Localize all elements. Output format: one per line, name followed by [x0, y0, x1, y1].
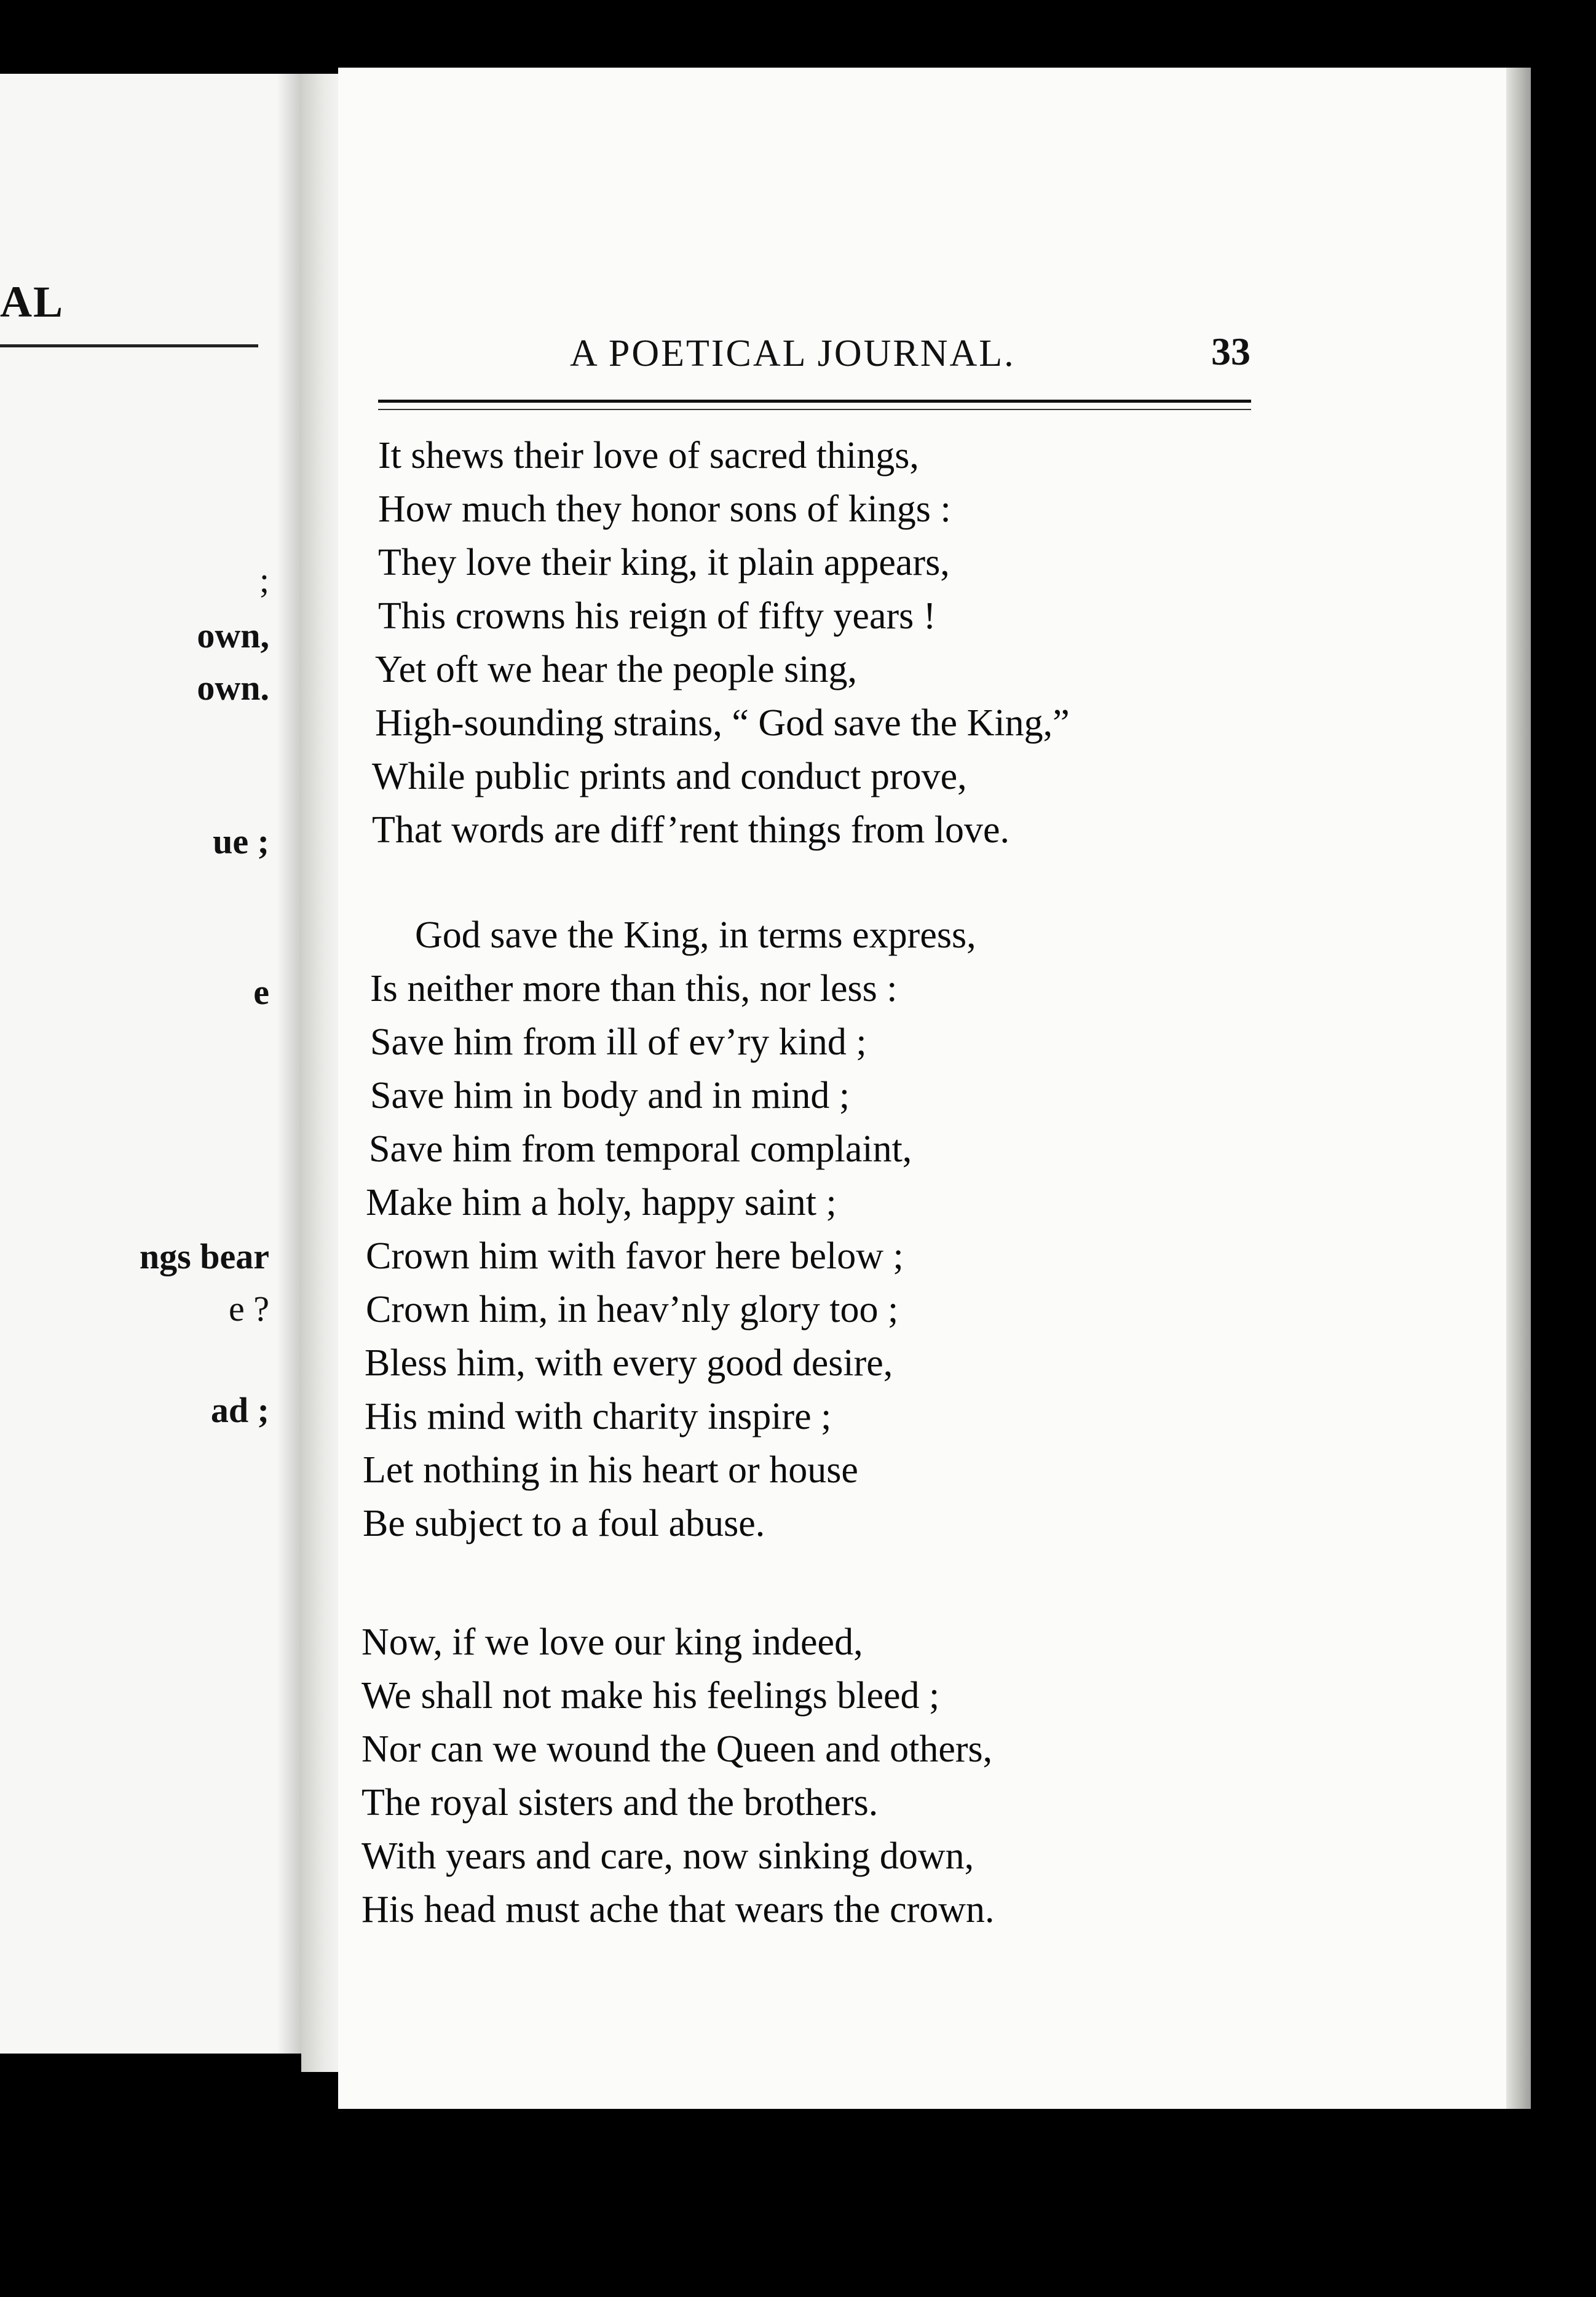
verse-line: Be subject to a foul abuse.: [363, 1503, 765, 1544]
verse-line: We shall not make his feelings bleed ;: [361, 1675, 940, 1717]
verse-line: How much they honor sons of kings :: [378, 488, 951, 530]
verse-line: Let nothing in his heart or house: [363, 1449, 858, 1491]
right-page: [338, 68, 1506, 2109]
verse-line: Save him from ill of ev’ry kind ;: [370, 1021, 867, 1063]
verse-line: Nor can we wound the Queen and others,: [361, 1728, 993, 1770]
left-page-line: ad ;: [210, 1390, 269, 1430]
left-page-line: e ?: [229, 1289, 269, 1329]
running-head: A POETICAL JOURNAL.: [570, 333, 1016, 374]
verse-line: High-sounding strains, “ God save the King,”: [375, 702, 1070, 744]
verse-line: While public prints and conduct prove,: [372, 756, 967, 797]
page-edge: [1506, 68, 1531, 2109]
left-page-rule: [0, 344, 258, 347]
left-page: [0, 74, 301, 2054]
verse-line: Make him a holy, happy saint ;: [366, 1182, 837, 1224]
verse-line: His mind with charity inspire ;: [365, 1396, 832, 1437]
left-page-line: e: [253, 972, 269, 1012]
spine-shadow: [277, 74, 301, 2054]
left-page-line: own,: [197, 615, 269, 655]
header-rule-thin: [378, 409, 1251, 410]
left-page-heading: AL: [0, 277, 65, 326]
verse-line: With years and care, now sinking down,: [361, 1835, 974, 1877]
verse-line: Yet oft we hear the people sing,: [375, 649, 858, 690]
verse-line: This crowns his reign of fifty years !: [378, 595, 936, 637]
verse-line: The royal sisters and the brothers.: [361, 1782, 879, 1824]
left-page-line: ngs bear: [139, 1236, 269, 1276]
verse-line: God save the King, in terms express,: [415, 914, 976, 956]
header-rule: [378, 400, 1251, 403]
book-gutter: [301, 74, 338, 2072]
verse-line: They love their king, it plain appears,: [378, 542, 950, 583]
left-page-line: own.: [197, 668, 269, 708]
verse-line: Save him in body and in mind ;: [370, 1075, 850, 1117]
verse-line: Crown him with favor here below ;: [366, 1235, 904, 1277]
verse-line: Crown him, in heav’nly glory too ;: [366, 1289, 899, 1330]
verse-line: It shews their love of sacred things,: [378, 435, 919, 476]
verse-line: Save him from temporal complaint,: [369, 1128, 912, 1170]
verse-line: His head must ache that wears the crown.: [361, 1889, 995, 1931]
verse-line: Is neither more than this, nor less :: [370, 968, 898, 1010]
verse-line: Bless him, with every good desire,: [365, 1342, 893, 1384]
verse-line: Now, if we love our king indeed,: [361, 1621, 863, 1663]
left-page-line: ;: [259, 560, 269, 600]
verse-line: That words are diff’rent things from love.: [372, 809, 1010, 851]
left-page-line: ue ;: [213, 821, 269, 861]
page-number: 33: [1211, 330, 1250, 373]
